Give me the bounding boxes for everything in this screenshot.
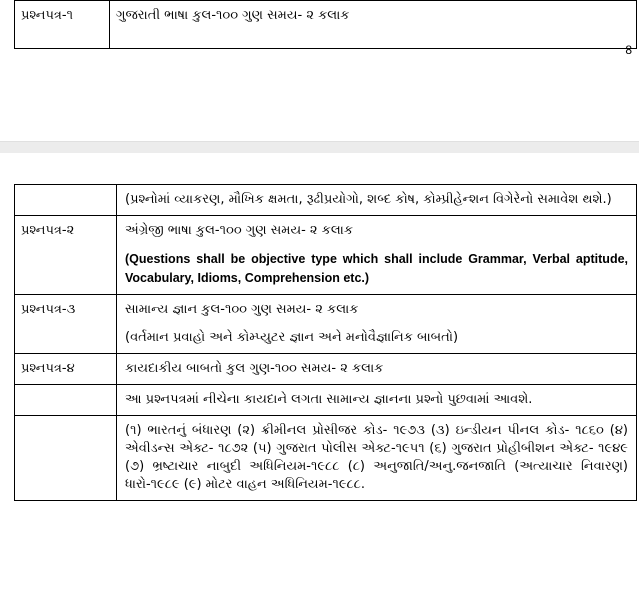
page-number: 8 <box>625 43 632 57</box>
empty-label-cell <box>15 185 117 216</box>
empty-label-cell <box>15 416 117 501</box>
table-row <box>15 295 637 354</box>
english-paper <box>117 216 637 295</box>
law-intro: આ પ્રશ્નપત્રમાં નીચેના કાયદાને લગતા સામાન્ય જ્ઞાનના પ્રશ્નો પુછવામાં આવશે. <box>117 385 637 416</box>
paper-description: ગુજરાતી ભાષા કુલ-૧૦૦ ગુણ સમય- ૨ કલાક <box>110 1 637 49</box>
table-row <box>15 354 637 385</box>
law-list: (૧) ભારતનું બંધારણ (૨) ક્રીમીનલ પ્રોસીજર કોડ- ૧૯૭૩ (૩) ઇન્ડીયન પીનલ કોડ- ૧૮૬૦ (૪) એવીડન્સ એક્ટ- ૧૮૭૨ (૫) ગુજરાત પોલીસ એક્ટ-૧૯૫૧ (૬) ગુજરાત પ્રોહીબીશન એક્ટ- ૧૯૪૯ (૭) ભ્રષ્ટાચાર નાબુદી અધિનિયમ-૧૯૮૮ (૮) અનુજાતિ/અનુ.જનજાતિ (અત્યાચાર નિવારણ) ધારો-૧૯૮૯ (૯) મોટર વાહન અધિનિયમ-૧૯૮૮. <box>117 416 637 501</box>
paper-description: કાયદાકીય બાબતો કુલ ગુણ-૧૦૦ સમય- ૨ કલાક <box>117 354 637 385</box>
table-row <box>15 216 637 295</box>
table-row <box>15 1 637 49</box>
empty-label-cell <box>15 385 117 416</box>
paper-description: અંગ્રેજી ભાષા કુલ-૧૦૦ ગુણ સમય- ૨ કલાક <box>125 223 354 238</box>
top-table <box>14 0 637 49</box>
table-row <box>15 416 637 501</box>
gk-paper <box>117 295 637 354</box>
paper-label: પ્રશ્નપત્ર-૪ <box>15 354 117 385</box>
table-row <box>15 185 637 216</box>
paper-label: પ્રશ્નપત્ર-૨ <box>15 216 117 295</box>
syllabus-table <box>14 184 637 501</box>
gk-note: (વર્તમાન પ્રવાહો અને કોમ્પ્યુટર જ્ઞાન અને મનોવૈજ્ઞાનિક બાબતો) <box>125 330 459 345</box>
table-row <box>15 385 637 416</box>
paper-description: સામાન્ય જ્ઞાન કુલ-૧૦૦ ગુણ સમય- ૨ કલાક <box>125 302 359 317</box>
paper-label: પ્રશ્નપત્ર-૧ <box>15 1 110 49</box>
paper-label: પ્રશ્નપત્ર-૩ <box>15 295 117 354</box>
gujarati-note: (પ્રશ્નોમાં વ્યાકરણ, મૌખિક ક્ષમતા, રૂઢીપ્રયોગો, શબ્દ કોષ, કોમ્પ્રીહેન્શન વિગેરેનો સમાવેશ થશે.) <box>117 185 637 216</box>
page-separator <box>0 141 639 153</box>
english-note: (Questions shall be objective type which shall include Grammar, Verbal aptitude, Vocabulary, Idioms, Comprehension etc.) <box>125 252 628 285</box>
